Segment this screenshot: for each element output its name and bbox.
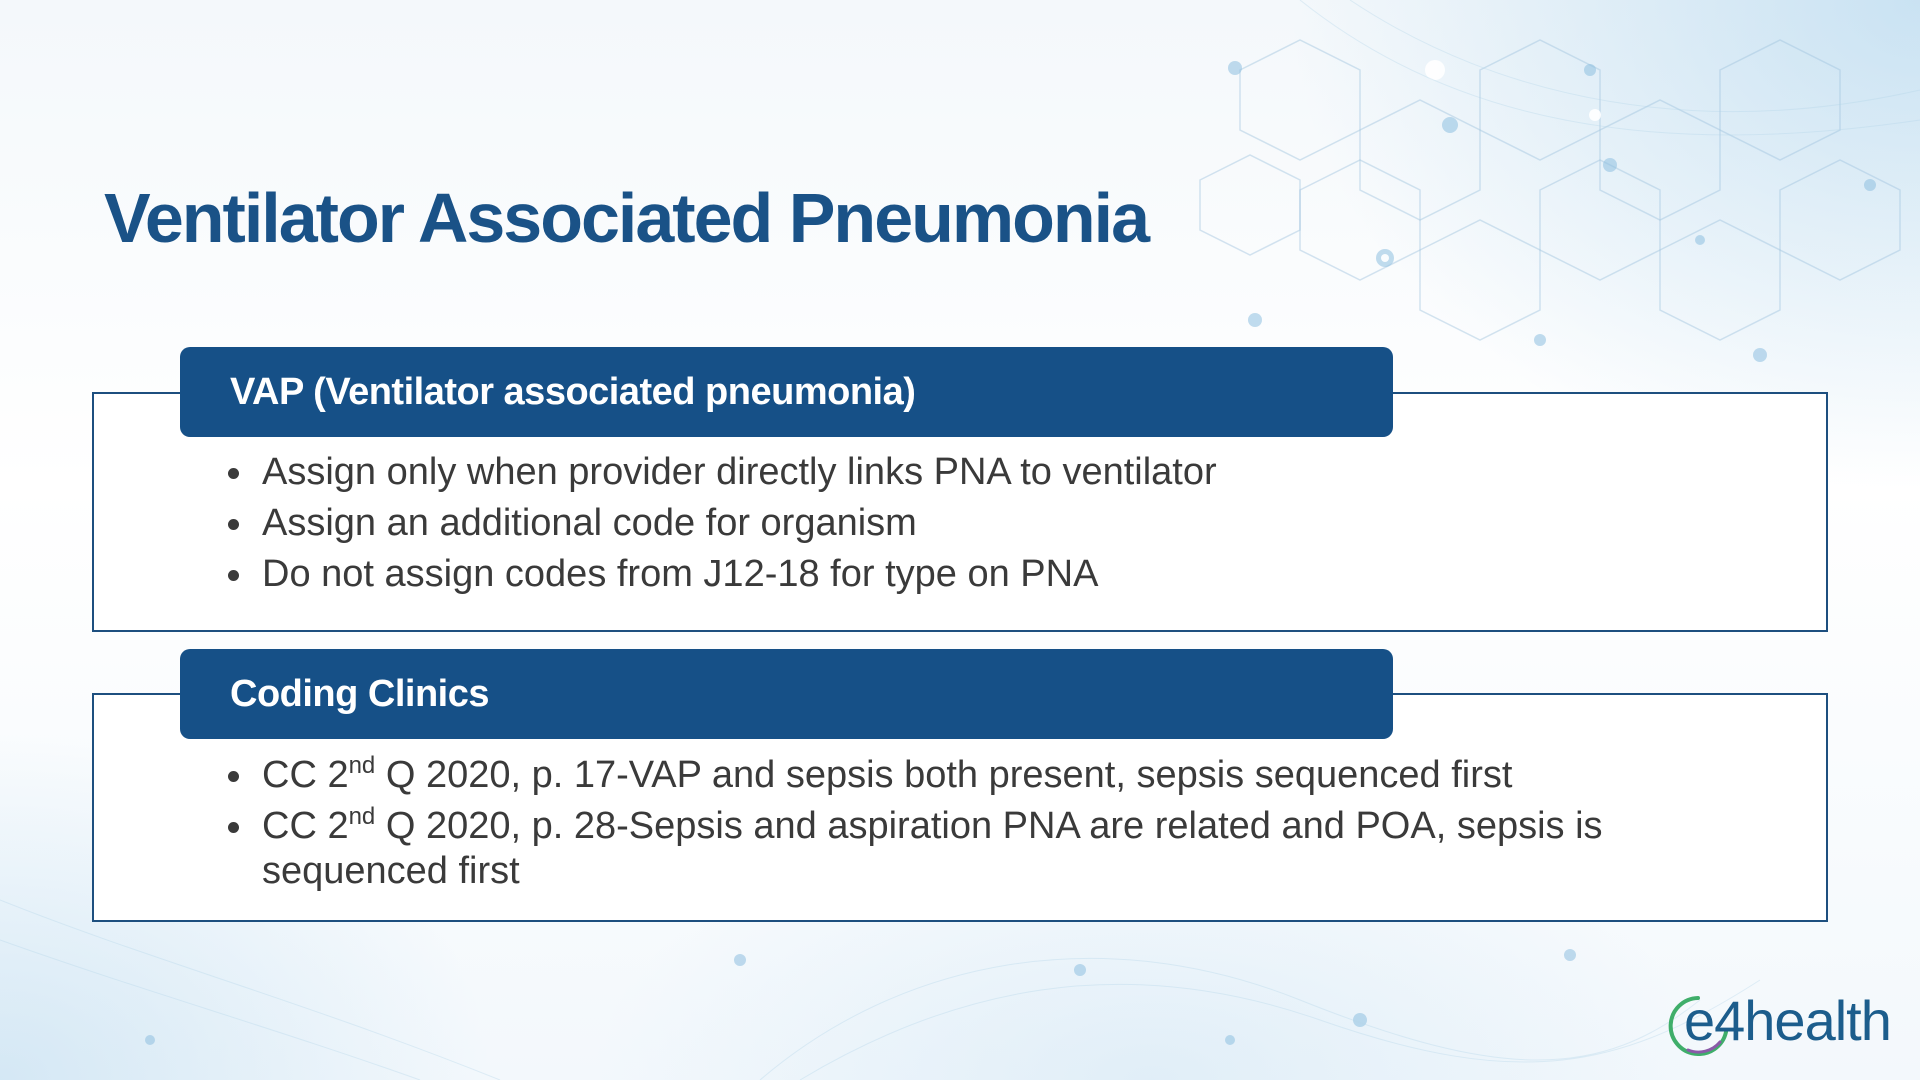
coding-clinics-bullet-list <box>228 753 1708 900</box>
bullet-text <box>262 805 1603 892</box>
bullet-text: Assign an additional code for organism <box>262 502 917 544</box>
bullet-text: Assign only when provider directly links PNA to ventilator <box>262 451 1217 493</box>
bullet-icon <box>228 570 239 581</box>
coding-clinics-section-header-label: Coding Clinics <box>230 672 489 715</box>
bullet-icon <box>228 468 239 479</box>
bullet-icon <box>228 822 239 833</box>
bullet-text-prefix: CC 2 <box>262 805 349 847</box>
ordinal-superscript: nd <box>348 752 376 779</box>
list-item <box>228 450 1708 495</box>
list-item <box>228 804 1708 894</box>
bullet-text <box>262 754 1512 796</box>
bullet-text-prefix: CC 2 <box>262 754 349 796</box>
list-item <box>228 552 1708 597</box>
bullet-text: Do not assign codes from J12-18 for type on PNA <box>262 553 1099 595</box>
vap-section-header <box>180 347 1393 437</box>
vap-section-header-label: VAP (Ventilator associated pneumonia) <box>230 370 916 413</box>
list-item <box>228 501 1708 546</box>
list-item <box>228 753 1708 798</box>
vap-bullet-list <box>228 450 1708 603</box>
bullet-text-rest: Q 2020, p. 28-Sepsis and aspiration PNA are related and POA, sepsis is sequenced first <box>262 805 1603 892</box>
bullet-icon <box>228 771 239 782</box>
coding-clinics-section-header <box>180 649 1393 739</box>
slide-title: Ventilator Associated Pneumonia <box>104 179 1149 257</box>
e4health-logo <box>1668 988 1898 1062</box>
e4health-logo-text: e4health <box>1684 989 1891 1052</box>
ordinal-superscript: nd <box>348 803 376 830</box>
bullet-icon <box>228 519 239 530</box>
bullet-text-rest: Q 2020, p. 17-VAP and sepsis both present, sepsis sequenced first <box>375 754 1513 796</box>
